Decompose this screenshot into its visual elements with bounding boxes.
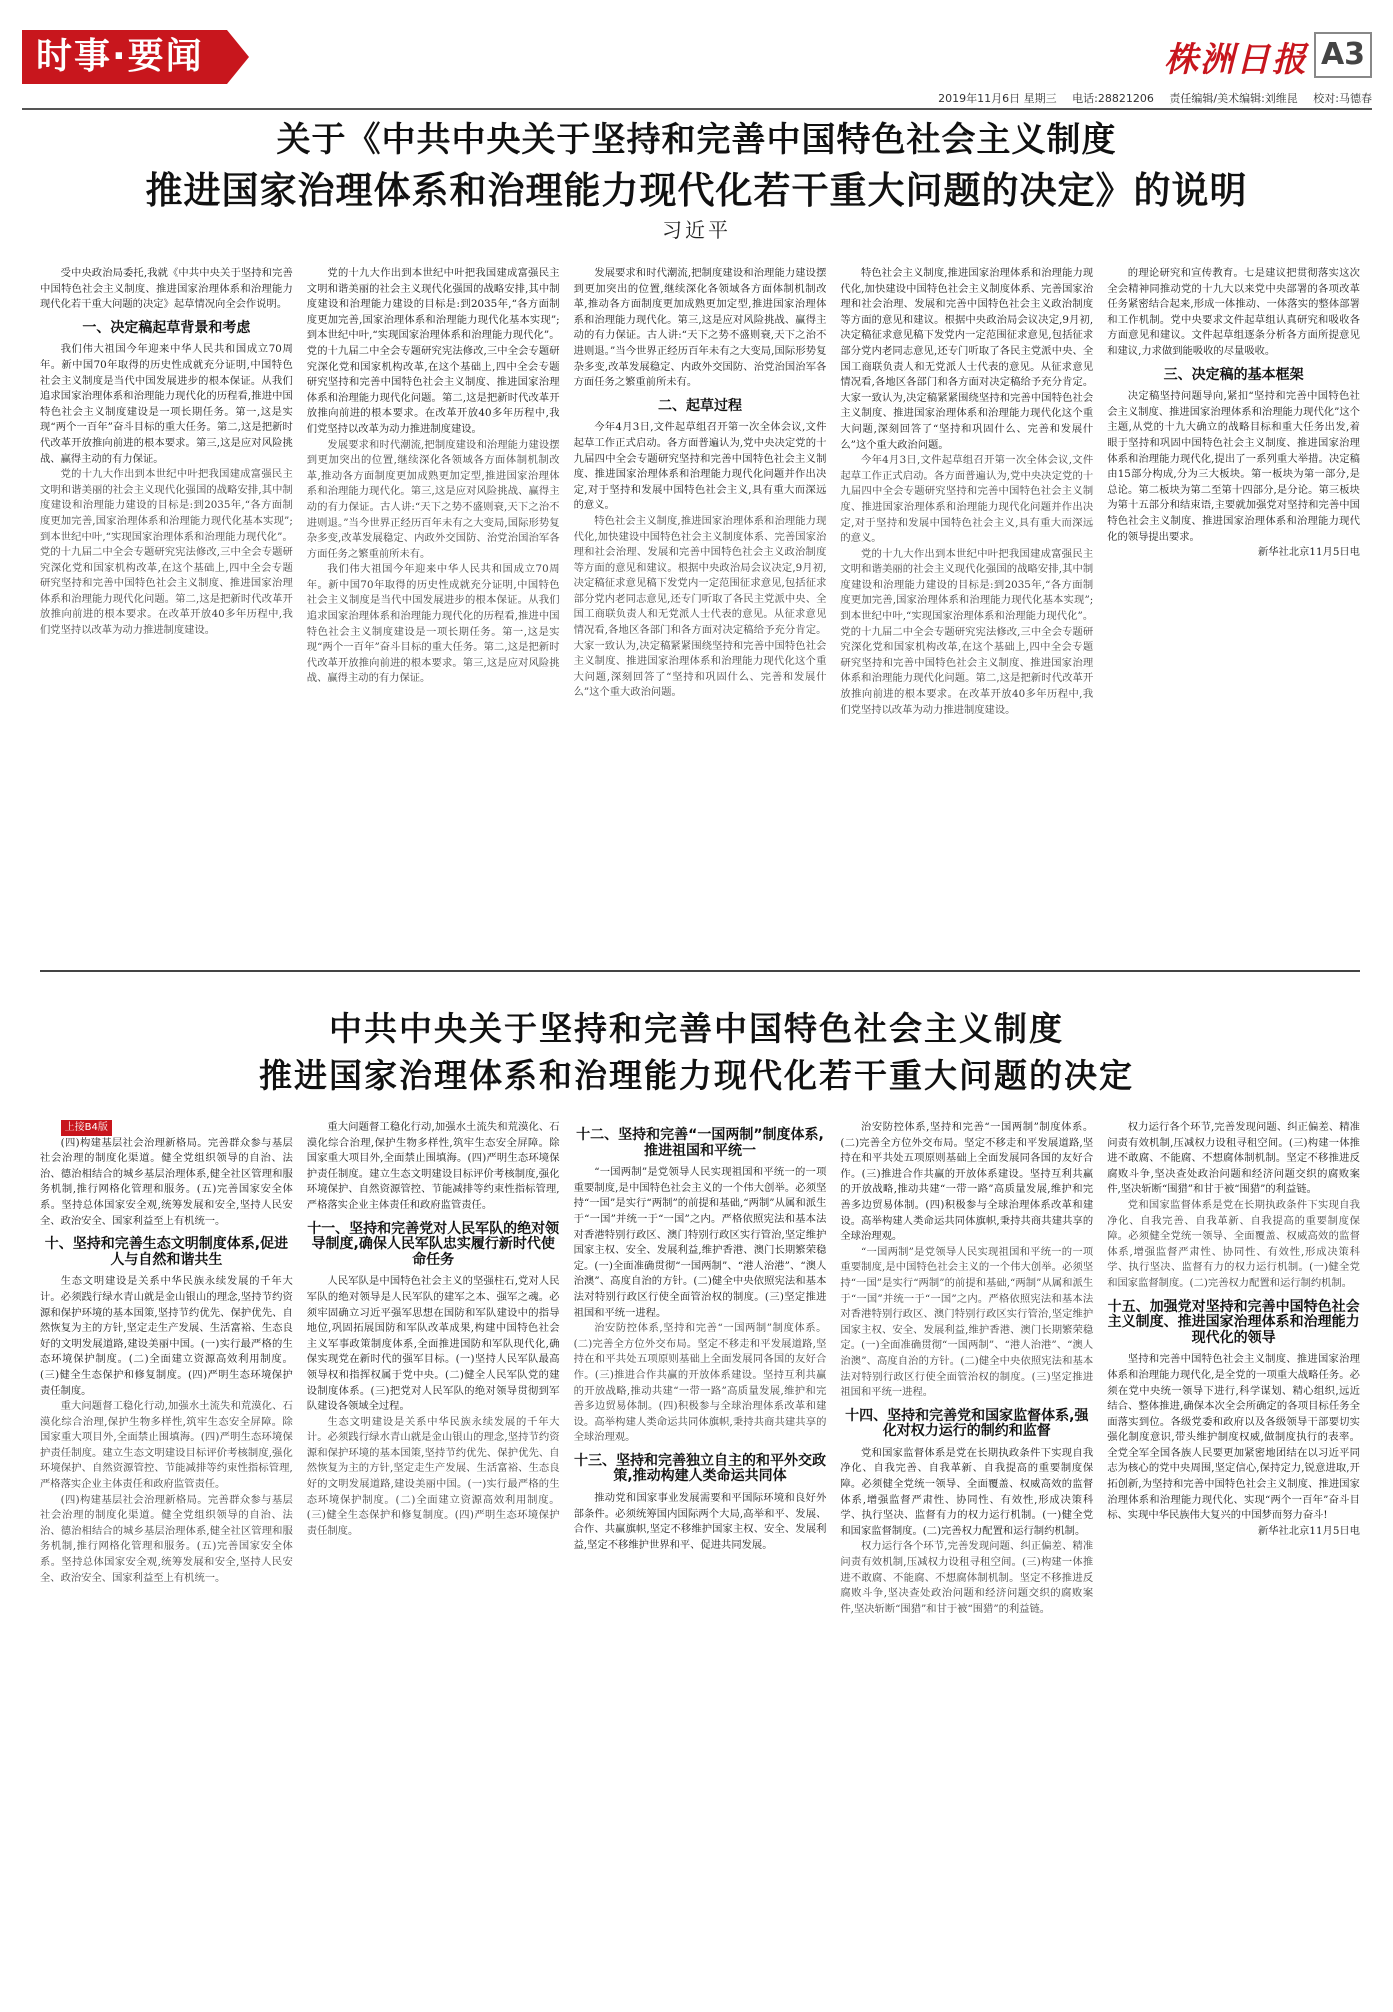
article2-paragraph: 权力运行各个环节,完善发现问题、纠正偏差、精准问责有效机制,压减权力设租寻租空间。(三)构建一体推进不敢腐、不能腐、不想腐体制机制。坚定不移推进反腐败斗争,坚决查处政治问题和经济问题交织的腐败案件,坚决斩断“围猎”和甘于被“围猎”的利益链。 xyxy=(840,1540,1094,1615)
pub-date: 2019年11月6日 星期三 xyxy=(938,92,1057,105)
page-number: A3 xyxy=(1314,32,1372,78)
article2-paragraph: “一国两制”是党领导人民实现祖国和平统一的一项重要制度,是中国特色社会主义的一个伟大创举。必须坚持“一国”是实行“两制”的前提和基础,“两制”从属和派生于“一国”并统一于“一国”之内。严格依照宪法和基本法对香港特别行政区、澳门特别行政区实行管治,坚定维护国家主权、安全、发展利益,维护香港、澳门长期繁荣稳定。(一)全面准确贯彻“一国两制”、“港人治港”、“澳人治澳”、高度自治的方针。(二)健全中央依照宪法和基本法对特别行政区行使全面管治权的制度。(三)坚定推进祖国和平统一进程。 xyxy=(840,1245,1094,1399)
article1-paragraph: 的理论研究和宣传教育。七是建议把贯彻落实这次全会精神同推动党的十九大以来党中央部署的各项改革任务紧密结合起来,形成一体推动、一体落实的整体部署和工作机制。党中央要求文件起草组认真研究和吸收各方面意见和建议。文件起草组逐条分析各方面所提意见和建议,力求做到能吸收的尽量吸收。 xyxy=(1107,267,1360,357)
article2-body xyxy=(40,1120,1360,1990)
article1-column-4 xyxy=(840,266,1093,956)
article2-column-5 xyxy=(1107,1120,1360,1990)
article2-paragraph: 人民军队是中国特色社会主义的坚强柱石,党对人民军队的绝对领导是人民军队的建军之本、强军之魂。必须牢固确立习近平强军思想在国防和军队建设中的指导地位,巩固拓展国防和军队改革成果,构建中国特色社会主义军事政策制度体系,全面推进国防和军队现代化,确保实现党在新时代的强军目标。(一)坚持人民军队最高领导权和指挥权属于党中央。(二)健全人民军队党的建设制度体系。(三)把党对人民军队的绝对领导贯彻到军队建设各领域全过程。 xyxy=(306,1275,560,1413)
article1-column-2 xyxy=(307,266,560,956)
article2-paragraph: 生态文明建设是关系中华民族永续发展的千年大计。必须践行绿水青山就是金山银山的理念,坚持节约资源和保护环境的基本国策,坚持节约优先、保护优先、自然恢复为主的方针,坚定走生产发展、生活富裕、生态良好的文明发展道路,建设美丽中国。(一)实行最严格的生态环境保护制度。(二)全面建立资源高效利用制度。(三)健全生态保护和修复制度。(四)严明生态环境保护责任制度。 xyxy=(306,1415,560,1537)
article1-paragraph: 特色社会主义制度,推进国家治理体系和治理能力现代化,加快建设中国特色社会主义制度体系、完善国家治理和社会治理、发展和完善中国特色社会主义政治制度等方面的意见和建议。根据中央政治局会议决定,9月初,决定稿征求意见稿下发党内一定范围征求意见,包括征求部分党内老同志意见,还专门听取了各民主党派中央、全国工商联负责人和无党派人士代表的意见。从征求意见情况看,各地区各部门和各方面对决定稿给予充分肯定。大家一致认为,决定稿紧紧围绕坚持和完善中国特色社会主义制度、推进国家治理体系和治理能力现代化这个重大问题,深刻回答了“坚持和巩固什么、完善和发展什么”这个重大政治问题。 xyxy=(840,267,1094,451)
article2-subheading-13: 十三、坚持和完善独立自主的和平外交政策,推动构建人类命运共同体 xyxy=(573,1452,826,1485)
article2-subheading-12: 十二、坚持和完善“一国两制”制度体系,推进祖国和平统一 xyxy=(576,1127,824,1159)
article1-paragraph: 党的十九大作出到本世纪中叶把我国建成富强民主文明和谐美丽的社会主义现代化强国的战略安排,其中制度建设和治理能力建设的目标是:到2035年,“各方面制度更加完善,国家治理体系和治理能力现代化基本实现”;到本世纪中叶,“实现国家治理体系和治理能力现代化”。党的十九届二中全会专题研究宪法修改,三中全会专题研究深化党和国家机构改革,在这个基础上,四中全会专题研究坚持和完善中国特色社会主义制度、推进国家治理体系和治理能力现代化问题。第二,这是把新时代改革开放推向前进的根本要求。在改革开放40多年历程中,我们党坚持以改革为动力推进制度建设。 xyxy=(840,547,1094,716)
article2-column-4 xyxy=(840,1120,1093,1990)
article2-column-1 xyxy=(40,1120,293,1990)
article2-paragraph: 治安防控体系,坚持和完善“一国两制”制度体系。(二)完善全方位外交布局。坚定不移走和平发展道路,坚持在和平共处五项原则基础上全面发展同各国的友好合作。(三)推进合作共赢的开放体系建设。坚持互利共赢的开放战略,推动共建“一带一路”高质量发展,维护和完善多边贸易体制。(四)积极参与全球治理体系改革和建设。高举构建人类命运共同体旗帜,秉持共商共建共享的全球治理观。 xyxy=(840,1121,1094,1243)
masthead xyxy=(22,30,1372,105)
article1-paragraph: 党的十九大作出到本世纪中叶把我国建成富强民主文明和谐美丽的社会主义现代化强国的战略安排,其中制度建设和治理能力建设的目标是:到2035年,“各方面制度更加完善,国家治理体系和治理能力现代化基本实现”;到本世纪中叶,“实现国家治理体系和治理能力现代化”。党的十九届二中全会专题研究宪法修改,三中全会专题研究深化党和国家机构改革,在这个基础上,四中全会专题研究坚持和完善中国特色社会主义制度、推进国家治理体系和治理能力现代化问题。第二,这是把新时代改革开放推向前进的根本要求。在改革开放40多年历程中,我们党坚持以改革为动力推进制度建设。 xyxy=(40,468,293,637)
article2-sign-off: 新华社北京11月5日电 xyxy=(1257,1524,1360,1537)
article2-subheading-10: 十、坚持和完善生态文明制度体系,促进人与自然和谐共生 xyxy=(44,1236,289,1268)
article2-paragraph: 重大问题督工稳化行动,加强水土流失和荒漠化、石漠化综合治理,保护生物多样性,筑牢生态安全屏障。除国家重大项目外,全面禁止围填海。(四)严明生态环境保护责任制度。建立生态文明建设目标评价考核制度,强化环境保护、自然资源管控、节能减排等约束性指标管理,严格落实企业主体责任和政府监管责任。 xyxy=(40,1400,293,1491)
section-tag: 时事·要闻 xyxy=(22,30,227,84)
article1-author: 习近平 xyxy=(662,218,731,242)
article2-title-line2: 推进国家治理体系和治理能力现代化若干重大问题的决定 xyxy=(259,1056,1134,1095)
article2-column-2 xyxy=(307,1120,560,1990)
article1-paragraph: 决定稿坚持问题导向,紧扣“坚持和完善中国特色社会主义制度、推进国家治理体系和治理能力现代化”这个主题,从党的十九大确立的战略目标和重大任务出发,着眼于坚持和巩固中国特色社会主义制度、推进国家治理体系和治理能力现代化,提出了一系列重大举措。决定稿由15部分构成,分为三大板块。第一板块为第一部分,是总论。第二板块为第二至第十四部分,是分论。第三板块为第十五部分和结束语,主要就加强党对坚持和完善中国特色社会主义制度、推进国家治理体系和治理能力现代化的领导提出要求。 xyxy=(1107,390,1360,543)
article2-subheading-15: 十五、加强党对坚持和完善中国特色社会主义制度、推进国家治理体系和治理能力现代化的领导 xyxy=(1107,1298,1360,1346)
article2-paragraph: 重大问题督工稳化行动,加强水土流失和荒漠化、石漠化综合治理,保护生物多样性,筑牢生态安全屏障。除国家重大项目外,全面禁止围填海。(四)严明生态环境保护责任制度。建立生态文明建设目标评价考核制度,强化环境保护、自然资源管控、节能减排等约束性指标管理,严格落实企业主体责任和政府监管责任。 xyxy=(306,1121,560,1211)
article2-paragraph: 坚持和完善中国特色社会主义制度、推进国家治理体系和治理能力现代化,是全党的一项重大战略任务。必须在党中央统一领导下进行,科学谋划、精心组织,远近结合、整体推进,确保本次全会所确定的各项目标任务全面落实到位。各级党委和政府以及各级领导干部要切实强化制度意识,带头维护制度权威,做制度执行的表率。全党全军全国各族人民要更加紧密地团结在以习近平同志为核心的党中央周围,坚定信心,保持定力,锐意进取,开拓创新,为坚持和完善中国特色社会主义制度、推进国家治理体系和治理能力现代化、实现“两个一百年”奋斗目标、实现中华民族伟大复兴的中国梦而努力奋斗! xyxy=(1107,1353,1360,1522)
article1-column-3 xyxy=(574,266,827,956)
article2-subheading-14: 十四、坚持和完善党和国家监督体系,强化对权力运行的制约和监督 xyxy=(845,1407,1089,1440)
article2-column-3 xyxy=(574,1120,827,1990)
publication-info-bar xyxy=(22,88,1372,110)
article2-paragraph: 治安防控体系,坚持和完善“一国两制”制度体系。(二)完善全方位外交布局。坚定不移走和平发展道路,坚持在和平共处五项原则基础上全面发展同各国的友好合作。(三)推进合作共赢的开放体系建设。坚持互利共赢的开放战略,推动共建“一带一路”高质量发展,维护和完善多边贸易体制。(四)积极参与全球治理体系改革和建设。高举构建人类命运共同体旗帜,秉持共商共建共享的全球治理观。 xyxy=(573,1322,827,1444)
article1-sign-off: 新华社北京11月5日电 xyxy=(1257,546,1360,559)
article1-body xyxy=(40,266,1360,956)
article1-paragraph: 我们伟大祖国今年迎来中华人民共和国成立70周年。新中国70年取得的历史性成就充分证明,中国特色社会主义制度是当代中国发展进步的根本保证。从我们追求国家治理体系和治理能力现代化的历程看,推进中国特色社会主义制度建设是一项长期任务。第一,这是实现“两个一百年”奋斗目标的重大任务。第二,这是把新时代改革开放推向前进的根本要求。第三,这是应对风险挑战、赢得主动的有力保证。 xyxy=(40,343,293,465)
article2-paragraph: “一国两制”是党领导人民实现祖国和平统一的一项重要制度,是中国特色社会主义的一个伟大创举。必须坚持“一国”是实行“两制”的前提和基础,“两制”从属和派生于“一国”并统一于“一国”之内。严格依照宪法和基本法对香港特别行政区、澳门特别行政区实行管治,坚定维护国家主权、安全、发展利益,维护香港、澳门长期繁荣稳定。(一)全面准确贯彻“一国两制”、“港人治港”、“澳人治澳”、高度自治的方针。(二)健全中央依照宪法和基本法对特别行政区行使全面管治权的制度。(三)坚定推进祖国和平统一进程。 xyxy=(573,1166,827,1319)
article1-subheading-2: 二、起草过程 xyxy=(657,397,742,414)
article2-paragraph: 生态文明建设是关系中华民族永续发展的千年大计。必须践行绿水青山就是金山银山的理念,坚持节约资源和保护环境的基本国策,坚持节约优先、保护优先、自然恢复为主的方针,坚定走生产发展、生活富裕、生态良好的文明发展道路,建设美丽中国。(一)实行最严格的生态环境保护制度。(二)全面建立资源高效利用制度。(三)健全生态保护和修复制度。(四)严明生态环境保护责任制度。 xyxy=(40,1275,293,1397)
article1-paragraph: 特色社会主义制度,推进国家治理体系和治理能力现代化,加快建设中国特色社会主义制度体系、完善国家治理和社会治理、发展和完善中国特色社会主义政治制度等方面的意见和建议。根据中央政治局会议决定,9月初,决定稿征求意见稿下发党内一定范围征求意见,包括征求部分党内老同志意见,还专门听取了各民主党派中央、全国工商联负责人和无党派人士代表的意见。从征求意见情况看,各地区各部门和各方面对决定稿给予充分肯定。大家一致认为,决定稿紧紧围绕坚持和完善中国特色社会主义制度、推进国家治理体系和治理能力现代化这个重大问题,深刻回答了“坚持和巩固什么、完善和发展什么”这个重大政治问题。 xyxy=(573,514,827,699)
article2-paragraph: (四)构建基层社会治理新格局。完善群众参与基层社会治理的制度化渠道。健全党组织领导的自治、法治、德治相结合的城乡基层治理体系,健全社区管理和服务机制,推行网格化管理和服务。(五)完善国家安全体系。坚持总体国家安全观,统筹发展和安全,坚持人民安全、政治安全、国家利益至上有机统一。 xyxy=(40,1493,293,1584)
article2-paragraph: 党和国家监督体系是党在长期执政条件下实现自我净化、自我完善、自我革新、自我提高的重要制度保障。必须健全党统一领导、全面覆盖、权威高效的监督体系,增强监督严肃性、协同性、有效性,形成决策科学、执行坚决、监督有力的权力运行机制。(一)健全党和国家监督制度。(二)完善权力配置和运行制约机制。 xyxy=(1107,1198,1360,1289)
article1-paragraph: 发展要求和时代潮流,把制度建设和治理能力建设摆到更加突出的位置,继续深化各领域各方面体制机制改革,推动各方面制度更加成熟更加定型,推进国家治理体系和治理能力现代化。第三,这是应对风险挑战、赢得主动的有力保证。古人讲:“天下之势不盛则衰,天下之治不进则退。”当今世界正经历百年未有之大变局,国际形势复杂多变,改革发展稳定、内政外交国防、治党治国治军各方面任务之繁重前所未有。 xyxy=(573,267,827,389)
article1-paragraph: 党的十九大作出到本世纪中叶把我国建成富强民主文明和谐美丽的社会主义现代化强国的战略安排,其中制度建设和治理能力建设的目标是:到2035年,“各方面制度更加完善,国家治理体系和治理能力现代化基本实现”;到本世纪中叶,“实现国家治理体系和治理能力现代化”。党的十九届二中全会专题研究宪法修改,三中全会专题研究深化党和国家机构改革,在这个基础上,四中全会专题研究坚持和完善中国特色社会主义制度、推进国家治理体系和治理能力现代化问题。第二,这是把新时代改革开放推向前进的根本要求。在改革开放40多年历程中,我们党坚持以改革为动力推进制度建设。 xyxy=(306,267,560,435)
article1-paragraph: 我们伟大祖国今年迎来中华人民共和国成立70周年。新中国70年取得的历史性成就充分证明,中国特色社会主义制度是当代中国发展进步的根本保证。从我们追求国家治理体系和治理能力现代化的历程看,推进中国特色社会主义制度建设是一项长期任务。第一,这是实现“两个一百年”奋斗目标的重大任务。第二,这是把新时代改革开放推向前进的根本要求。第三,这是应对风险挑战、赢得主动的有力保证。 xyxy=(306,563,560,685)
article2-paragraph: 党和国家监督体系是党在长期执政条件下实现自我净化、自我完善、自我革新、自我提高的重要制度保障。必须健全党统一领导、全面覆盖、权威高效的监督体系,增强监督严肃性、协同性、有效性,形成决策科学、执行坚决、监督有力的权力运行机制。(一)健全党和国家监督制度。(二)完善权力配置和运行制约机制。 xyxy=(840,1446,1094,1537)
article1-intro: 受中央政治局委托,我就《中共中央关于坚持和完善中国特色社会主义制度、推进国家治理体系和治理能力现代化若干重大问题的决定》起草情况向全会作说明。 xyxy=(40,267,293,311)
article1-title-line2: 推进国家治理体系和治理能力现代化若干重大问题的决定》的说明 xyxy=(145,169,1248,212)
article2-paragraph: 权力运行各个环节,完善发现问题、纠正偏差、精准问责有效机制,压减权力设租寻租空间。(三)构建一体推进不敢腐、不能腐、不想腐体制机制。坚定不移推进反腐败斗争,坚决查处政治问题和经济问题交织的腐败案件,坚决斩断“围猎”和甘于被“围猎”的利益链。 xyxy=(1107,1121,1360,1196)
article1-subheading-3: 三、决定稿的基本框架 xyxy=(1163,366,1304,383)
continued-from-tag: 上接B4版 xyxy=(61,1120,112,1136)
section-divider xyxy=(40,970,1360,972)
article1-paragraph: 今年4月3日,文件起草组召开第一次全体会议,文件起草工作正式启动。各方面普遍认为,党中央决定党的十九届四中全会专题研究坚持和完善中国特色社会主义制度、推进国家治理体系和治理能力现代化问题并作出决定,对于坚持和发展中国特色社会主义,具有重大而深远的意义。 xyxy=(573,421,827,512)
article2-subheading-11: 十一、坚持和完善党对人民军队的绝对领导制度,确保人民军队忠实履行新时代使命任务 xyxy=(307,1220,560,1268)
pub-phone: 电话:28821206 xyxy=(1072,92,1154,105)
article2-title-line1: 中共中央关于坚持和完善中国特色社会主义制度 xyxy=(329,1009,1064,1048)
article2-paragraph: 推动党和国家事业发展需要和平国际环境和良好外部条件。必须统筹国内国际两个大局,高举和平、发展、合作、共赢旗帜,坚定不移维护国家主权、安全、发展利益,坚定不移维护世界和平、促进共同发展。 xyxy=(573,1492,827,1551)
pub-editor: 责任编辑/美术编辑:刘维昆 xyxy=(1169,92,1298,105)
article1-column-1 xyxy=(40,266,293,956)
article2-paragraph: (四)构建基层社会治理新格局。完善群众参与基层社会治理的制度化渠道。健全党组织领导的自治、法治、德治相结合的城乡基层治理体系,健全社区管理和服务机制,推行网格化管理和服务。(五)完善国家安全体系。坚持总体国家安全观,统筹发展和安全,坚持人民安全、政治安全、国家利益至上有机统一。 xyxy=(40,1136,293,1227)
article1-paragraph: 今年4月3日,文件起草组召开第一次全体会议,文件起草工作正式启动。各方面普遍认为,党中央决定党的十九届四中全会专题研究坚持和完善中国特色社会主义制度、推进国家治理体系和治理能力现代化问题并作出决定,对于坚持和发展中国特色社会主义,具有重大而深远的意义。 xyxy=(840,454,1094,545)
article1-paragraph: 发展要求和时代潮流,把制度建设和治理能力建设摆到更加突出的位置,继续深化各领域各方面体制机制改革,推动各方面制度更加成熟更加定型,推进国家治理体系和治理能力现代化。第三,这是应对风险挑战、赢得主动的有力保证。古人讲:“天下之势不盛则衰,天下之治不进则退。”当今世界正经历百年未有之大变局,国际形势复杂多变,改革发展稳定、内政外交国防、治党治国治军各方面任务之繁重前所未有。 xyxy=(306,438,560,560)
paper-logo: 株洲日报 xyxy=(1164,40,1308,80)
article1-column-5 xyxy=(1107,266,1360,956)
pub-proofreader: 校对:马德春 xyxy=(1313,92,1372,105)
article1-subheading-1: 一、决定稿起草背景和考虑 xyxy=(82,319,251,336)
article1-title-line1: 关于《中共中央关于坚持和完善中国特色社会主义制度 xyxy=(276,120,1117,160)
